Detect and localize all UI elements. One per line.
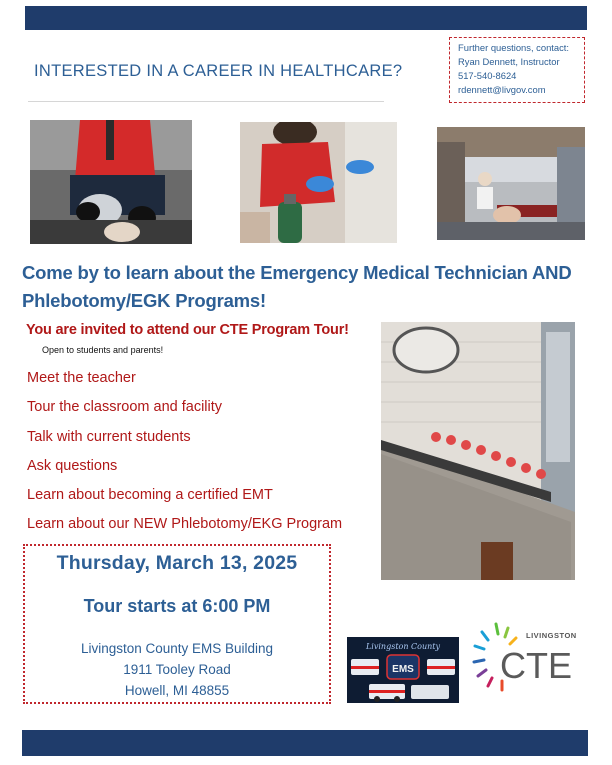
headline-divider xyxy=(28,101,384,102)
event-building: Livingston County EMS Building xyxy=(80,641,274,656)
photo-emt-airway xyxy=(30,120,192,244)
photo-classroom xyxy=(437,127,585,240)
page-headline: INTERESTED IN A CAREER IN HEALTHCARE? xyxy=(34,62,403,80)
cte-sunburst-icon xyxy=(472,620,582,700)
program-intro-line2: Phlebotomy/EGK Programs! xyxy=(22,290,266,311)
contact-email[interactable]: rdennett@livgov.com xyxy=(458,84,546,95)
list-item: Learn about becoming a certified EMT xyxy=(27,487,273,504)
program-intro xyxy=(22,259,602,315)
list-item: Learn about our NEW Phlebotomy/EKG Program xyxy=(27,516,343,533)
photo-phlebotomy-practice xyxy=(240,122,397,243)
list-item: Talk with current students xyxy=(27,428,191,445)
list-item: Ask questions xyxy=(27,457,118,474)
invitation-subtitle: Open to students and parents! xyxy=(42,345,164,355)
contact-name: Ryan Dennett, Instructor xyxy=(458,56,560,67)
invitation-title: You are invited to attend our CTE Program Tour! xyxy=(26,322,349,338)
event-street: 1911 Tooley Road xyxy=(123,662,231,677)
list-item: Meet the teacher xyxy=(27,370,136,386)
event-city: Howell, MI 48855 xyxy=(124,683,230,698)
photo-students-staircase xyxy=(381,322,575,580)
livingston-cte-logo xyxy=(472,620,582,700)
contact-box xyxy=(449,37,585,103)
activity-list xyxy=(27,368,342,544)
program-intro-line1: Come by to learn about the Emergency Medical Technician AND xyxy=(22,262,572,283)
contact-heading: Further questions, contact: xyxy=(458,42,569,53)
event-address xyxy=(23,638,331,701)
event-time: Tour starts at 6:00 PM xyxy=(83,596,271,616)
livingston-ems-logo xyxy=(347,637,459,703)
cte-logo-small-text: LIVINGSTON xyxy=(526,631,577,640)
event-date: Thursday, March 13, 2025 xyxy=(56,552,298,574)
top-banner xyxy=(25,6,587,30)
cte-logo-big-text: CTE xyxy=(500,645,572,686)
bottom-banner xyxy=(22,730,588,756)
list-item: Tour the classroom and facility xyxy=(27,399,223,416)
ems-script-text: Livingston County xyxy=(365,642,441,651)
contact-phone: 517-540-8624 xyxy=(458,70,517,81)
svg-text:EMS: EMS xyxy=(392,664,414,675)
